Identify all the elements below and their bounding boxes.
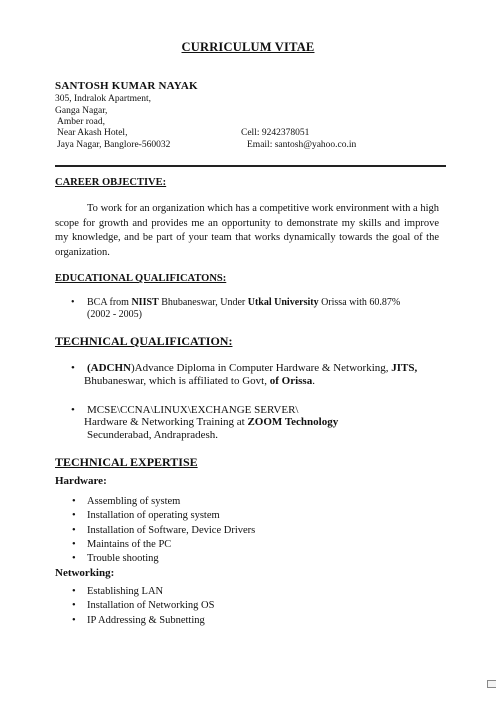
list-item: • Installation of Networking OS bbox=[87, 600, 214, 611]
technical-expertise-heading: TECHNICAL EXPERTISE bbox=[55, 455, 198, 469]
education-heading: EDUCATIONAL QUALIFICATONS: bbox=[55, 273, 227, 284]
mcse-training: Hardware & Networking Training at ZOOM Technology bbox=[84, 416, 339, 428]
candidate-name: SANTOSH KUMAR NAYAK bbox=[55, 80, 198, 92]
list-item: • Installation of Software, Device Drivers bbox=[87, 525, 255, 536]
adchn-qualification: • (ADCHN)Advance Diploma in Computer Hardware & Networking, JITS, bbox=[87, 362, 417, 374]
document-title: CURRICULUM VITAE bbox=[181, 40, 315, 54]
resize-grip-icon bbox=[487, 680, 496, 688]
address-line-3: Amber road, bbox=[57, 117, 106, 127]
list-item: • Installation of operating system bbox=[87, 510, 220, 521]
address-line-2: Ganga Nagar, bbox=[55, 106, 108, 116]
mcse-location: Secunderabad, Andrapradesh. bbox=[87, 429, 219, 441]
list-item: • Maintains of the PC bbox=[87, 539, 171, 550]
address-line-4: Near Akash Hotel, bbox=[57, 128, 128, 138]
career-objective-heading: CAREER OBJECTIVE: bbox=[55, 177, 167, 188]
address-line-1: 305, Indralok Apartment, bbox=[55, 94, 152, 104]
technical-qualification-heading: TECHNICAL QUALIFICATION: bbox=[55, 334, 233, 348]
career-objective-text: To work for an organization which has a competitive work environment with a high scope for growth and provides me an opportunity to demonstrate my skills and improve my knowledge, and be part of your team that works dynamically towards the goal of the organization. bbox=[55, 203, 439, 259]
list-item: • Trouble shooting bbox=[87, 553, 159, 564]
email-address: Email: santosh@yahoo.co.in bbox=[247, 140, 357, 150]
list-item: • Assembling of system bbox=[87, 496, 180, 507]
mcse-qualification: • MCSE\CCNA\LINUX\EXCHANGE SERVER\ bbox=[87, 404, 299, 416]
hardware-label: Hardware: bbox=[55, 475, 107, 487]
education-years: (2002 - 2005) bbox=[87, 309, 142, 320]
list-item: • Establishing LAN bbox=[87, 586, 163, 597]
adchn-qualification-line-2: Bhubaneswar, which is affiliated to Govt, of Orissa. bbox=[84, 375, 315, 387]
education-item: • BCA from NIIST Bhubaneswar, Under Utkal University Orissa with 60.87% bbox=[87, 297, 400, 308]
list-item: • IP Addressing & Subnetting bbox=[87, 615, 205, 626]
address-line-5: Jaya Nagar, Banglore-560032 bbox=[57, 140, 171, 150]
networking-label: Networking: bbox=[55, 567, 115, 579]
cell-number: Cell: 9242378051 bbox=[241, 128, 310, 138]
header-divider bbox=[55, 165, 446, 167]
